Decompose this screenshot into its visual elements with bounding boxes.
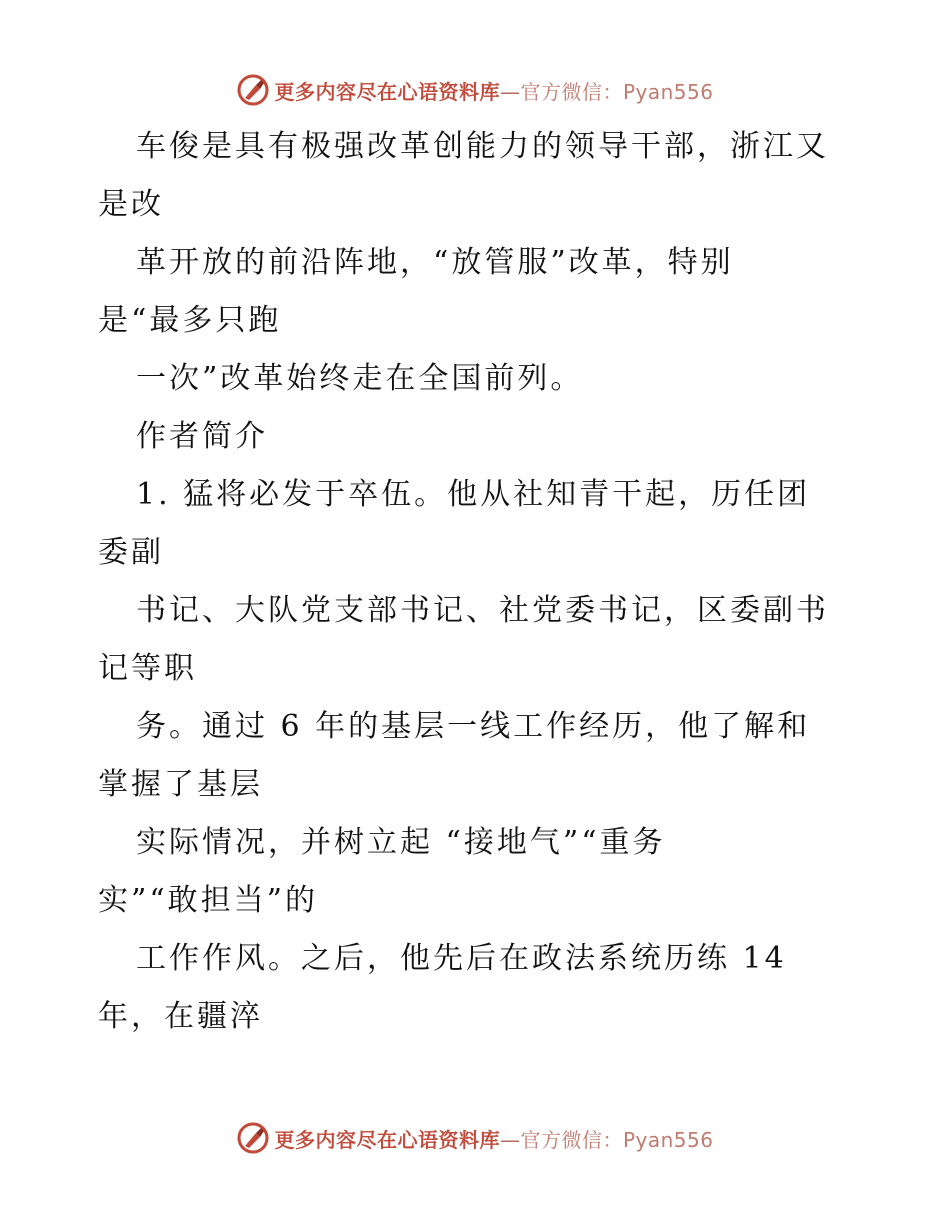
text-line: 实”“敢担当”的 xyxy=(98,883,319,918)
text-line: 掌握了基层 xyxy=(98,767,263,802)
footer-separator: — xyxy=(499,1127,521,1152)
document-body xyxy=(98,118,888,1046)
text-line: 年，在疆淬 xyxy=(98,999,263,1034)
text-line: 务。通过 6 年的基层一线工作经历，他了解和 xyxy=(136,709,811,744)
text-line: 委副 xyxy=(98,535,164,570)
text-line: 记等职 xyxy=(98,651,197,686)
text-line: 一次”改革始终走在全国前列。 xyxy=(136,361,584,396)
pen-nib-circle-icon xyxy=(236,73,270,107)
header-brand: 更多内容尽在心语资料库 xyxy=(274,79,500,104)
text-line: 是“最多只跑 xyxy=(98,303,282,338)
footer-watermark xyxy=(0,1118,950,1158)
text-line: 是改 xyxy=(98,187,164,222)
text-line: 革开放的前沿阵地，“放管服”改革，特别 xyxy=(136,245,734,280)
footer-brand: 更多内容尽在心语资料库 xyxy=(274,1127,500,1152)
header-contact: 官方微信：Pyan556 xyxy=(520,79,714,104)
text-line: 1. 猛将必发于卒伍。他从社知青干起，历任团 xyxy=(136,477,811,512)
text-line: 车俊是具有极强改革创能力的领导干部，浙江又 xyxy=(136,129,829,164)
footer-contact: 官方微信：Pyan556 xyxy=(520,1127,714,1152)
text-line: 书记、大队党支部书记、社党委书记，区委副书 xyxy=(136,593,829,628)
text-line: 工作作风。之后，他先后在政法系统历练 14 xyxy=(136,941,787,976)
pen-nib-circle-icon xyxy=(236,1121,270,1155)
text-line: 作者简介 xyxy=(136,419,268,454)
header-separator: — xyxy=(499,79,521,104)
header-watermark xyxy=(0,70,950,110)
text-line: 实际情况，并树立起 “接地气”“重务 xyxy=(136,825,666,860)
